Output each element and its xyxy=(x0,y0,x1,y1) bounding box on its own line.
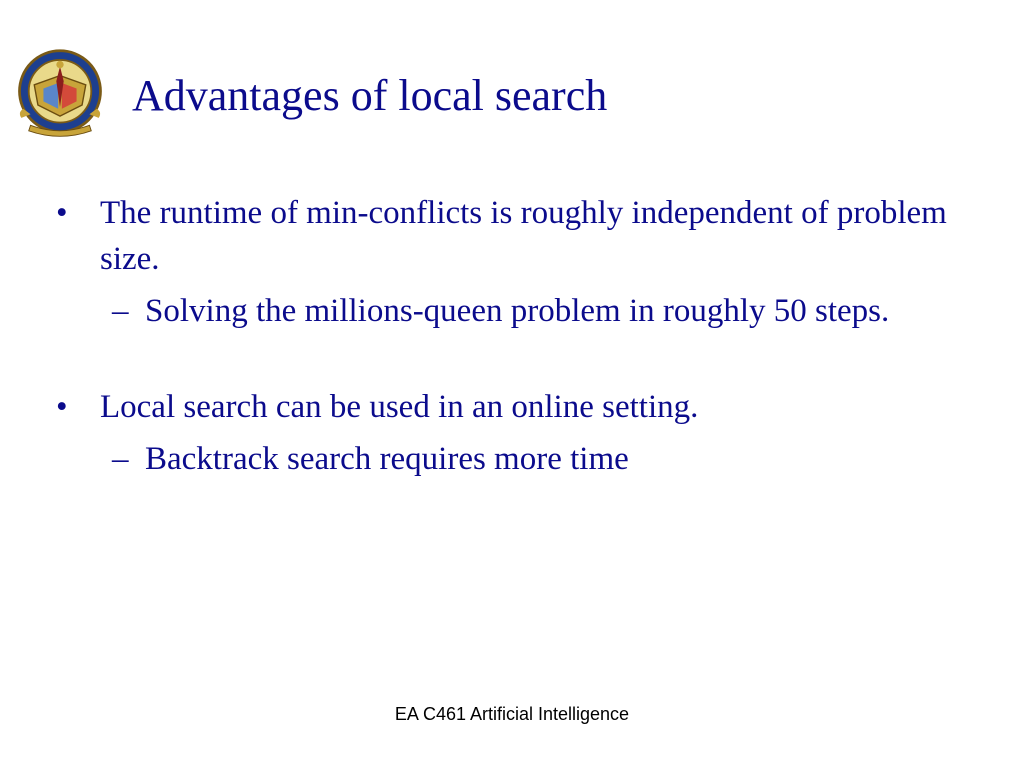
bullet-item xyxy=(56,190,976,282)
sub-bullet-marker: – xyxy=(112,293,129,329)
sub-bullet-marker: – xyxy=(112,441,129,477)
bullet-list xyxy=(56,190,976,482)
sub-bullet-text: Backtrack search requires more time xyxy=(145,441,629,477)
bullet-text: The runtime of min-conflicts is roughly independent of problem size. xyxy=(100,195,947,277)
slide-footer: EA C461 Artificial Intelligence xyxy=(394,704,630,724)
bullet-item xyxy=(56,384,976,430)
sub-bullet-text: Solving the millions-queen problem in roughly 50 steps. xyxy=(145,293,890,329)
sub-bullet-item xyxy=(56,436,976,482)
sub-bullet-item xyxy=(56,288,976,334)
bullet-marker: • xyxy=(56,389,68,425)
institute-crest-icon xyxy=(14,48,106,140)
bullet-marker: • xyxy=(56,195,68,231)
bullet-text: Local search can be used in an online setting. xyxy=(100,389,699,425)
slide-title: Advantages of local search xyxy=(132,71,608,120)
